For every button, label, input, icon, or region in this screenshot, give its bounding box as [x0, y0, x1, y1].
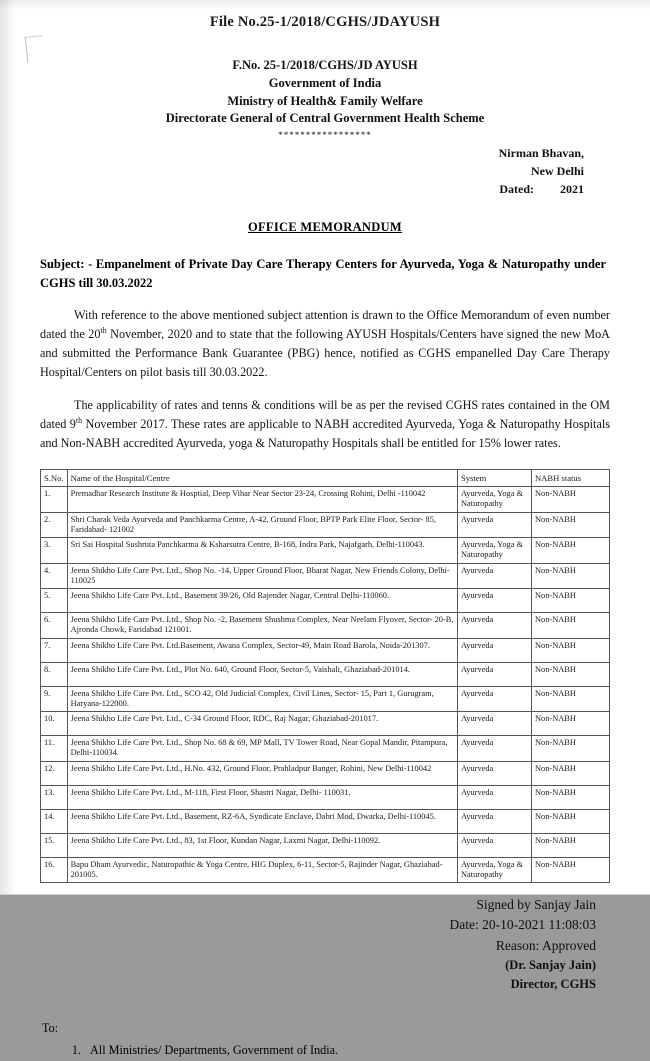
cell-name: Jeena Shikho Life Care Pvt. Ltd., 83, 1st Floor, Kundan Nagar, Laxmi Nagar, Delhi-110092. [67, 833, 457, 857]
cell-nabh: Non-NABH [532, 712, 610, 736]
cell-nabh: Non-NABH [532, 686, 610, 712]
table-row [41, 761, 610, 785]
cell-name: Jeena Shikho Life Care Pvt. Ltd., C-34 Ground Floor, RDC, Raj Nagar, Ghaziabad-201017. [67, 712, 457, 736]
date-label: Dated: [499, 181, 534, 196]
cell-nabh: Non-NABH [532, 638, 610, 662]
table-row [41, 833, 610, 857]
cell-sno: 4. [41, 563, 68, 589]
place-line1: Nirman Bhavan, [498, 145, 584, 160]
cell-nabh: Non-NABH [532, 613, 610, 639]
letterhead [40, 57, 610, 142]
cell-system: Ayurveda [458, 589, 532, 613]
cell-sno: 16. [41, 857, 68, 883]
cell-sno: 3. [41, 538, 68, 564]
list-item: 1. All Ministries/ Departments, Government of India. [84, 1041, 610, 1061]
paragraph-two-superscript: th [75, 415, 83, 425]
to-label: To: [42, 1021, 59, 1036]
subject-line: Subject: - Empanelment of Private Day Care Therapy Centers for Ayurveda, Yoga & Naturopathy under CGHS till 30.03.2022 [40, 256, 606, 290]
cell-nabh: Non-NABH [532, 589, 610, 613]
paragraph-one-superscript: th [100, 326, 107, 336]
cell-name: Bapu Dham Ayurvedic, Naturopathic & Yoga Centre, HIG Duplex, 6-11, Sector-5, Rajinder Nagar, Ghaziabad-201005. [67, 857, 457, 883]
column-header-nabh: NABH status [532, 469, 610, 486]
cell-sno: 13. [41, 785, 68, 809]
paragraph-two-part2: November 2017. These rates are applicable to NABH accredited Ayurveda, Yoga & Naturopathy Hospitals and Non-NABH accredited Ayurveda, yoga & Naturopathy Hospitals shall be entitled for 15% lower rates. [40, 416, 610, 450]
addressee-block [40, 1019, 610, 1060]
hospitals-table [40, 469, 610, 883]
cell-sno: 12. [41, 761, 68, 785]
signing-authority: (Dr. Sanjay Jain) [505, 957, 596, 972]
cell-sno: 15. [41, 833, 68, 857]
table-row [41, 589, 610, 613]
cell-nabh: Non-NABH [532, 857, 610, 883]
table-row [41, 613, 610, 639]
cell-name: Jeena Shikho Life Care Pvt. Ltd., Shop No. -2, Basement Shushma Complex, Near Neelam Flyover, Sector- 20-B, Ajronda Chowk, Faridabad 121001. [67, 613, 457, 639]
table-row [41, 512, 610, 538]
letterhead-file-no: F.No. 25-1/2018/CGHS/JD AYUSH [232, 58, 418, 72]
office-memorandum-title: OFFICE MEMORANDUM [247, 219, 403, 234]
cell-system: Ayurveda [458, 512, 532, 538]
paragraph-two [40, 396, 610, 453]
paragraph-one-part1: With reference to the above mentioned subject attention is drawn to the Office Memorandum of even number dated the 20 [40, 308, 610, 342]
table-row [41, 686, 610, 712]
signing-designation: Director, CGHS [510, 976, 596, 991]
cell-name: Premadhar Research Institute & Hosptial, Deep Vihar Near Sector 23-24, Crossing Rohini, Delhi -110042 [67, 487, 457, 513]
column-header-sno: S.No. [41, 469, 68, 486]
table-row [41, 785, 610, 809]
signature-reason: Reason: Approved [495, 937, 596, 953]
file-number: File No.25-1/2018/CGHS/JDAYUSH [209, 14, 441, 30]
column-header-name: Name of the Hospital/Centre [67, 469, 457, 486]
cell-name: Jeena Shikho Life Care Pvt. Ltd., M-118, First Floor, Shastri Nagar, Delhi- 110031. [67, 785, 457, 809]
cell-system: Ayurveda [458, 785, 532, 809]
date-line [40, 180, 584, 198]
cell-name: Shri Charak Veda Ayurveda and Panchkarma Centre, A-42, Ground Floor, BPTP Park Elite Floor, Sector- 85, Faridabad- 121002 [67, 512, 457, 538]
table-row [41, 662, 610, 686]
cell-sno: 9. [41, 686, 68, 712]
column-header-system: System [458, 469, 532, 486]
table-row [41, 736, 610, 762]
paragraph-one-part2: November, 2020 and to state that the following AYUSH Hospitals/Centers have signed the new MoA and submitted the Performance Bank Guarantee (PBG) hence, notified as CGHS empanelled Day Care Therapy Hospital/Centers on pilot basis till 30.03.2022. [40, 327, 610, 380]
table-header [41, 469, 610, 486]
cell-sno: 7. [41, 638, 68, 662]
cell-sno: 6. [41, 613, 68, 639]
table-row [41, 712, 610, 736]
cell-nabh: Non-NABH [532, 809, 610, 833]
cell-sno: 14. [41, 809, 68, 833]
cell-system: Ayurveda [458, 686, 532, 712]
cell-sno: 8. [41, 662, 68, 686]
cell-sno: 2. [41, 512, 68, 538]
cell-system: Ayurveda, Yoga & Naturopathy [458, 487, 532, 513]
cell-system: Ayurveda [458, 563, 532, 589]
table-row [41, 638, 610, 662]
cell-system: Ayurveda [458, 809, 532, 833]
cell-name: Jeena Shikho Life Care Pvt. Ltd., H.No. 432, Ground Floor, Prahladpur Banger, Rohini, New Delhi-110042 [67, 761, 457, 785]
letterhead-directorate: Directorate General of Central Government Health Scheme [165, 111, 485, 126]
cell-system: Ayurveda [458, 736, 532, 762]
cell-nabh: Non-NABH [532, 736, 610, 762]
cell-name: Jeena Shikho Life Care Pvt. Ltd., Basement, RZ-6A, Syndicate Enclave, Dabri Mod, Dwarka, Delhi-110045. [67, 809, 457, 833]
table-row [41, 538, 610, 564]
letterhead-government: Government of India [268, 75, 382, 90]
cell-name: Jeena Shikho Life Care Pvt. Ltd., Shop No. 68 & 69, MP Mall, TV Tower Road, Near Gopal Mandir, Pitampura, Delhi-110034. [67, 736, 457, 762]
table-header-row [41, 469, 610, 486]
cell-system: Ayurveda, Yoga & Naturopathy [458, 857, 532, 883]
signed-by: Signed by Sanjay Jain [476, 897, 596, 913]
cell-name: Jeena Shikho Life Care Pvt. Ltd., Shop No. -14, Upper Ground Floor, Bharat Nagar, New Friends Colony, Delhi-110025 [67, 563, 457, 589]
cell-nabh: Non-NABH [532, 833, 610, 857]
place-date-block [40, 144, 610, 198]
cell-nabh: Non-NABH [532, 563, 610, 589]
cell-system: Ayurveda [458, 613, 532, 639]
cell-sno: 10. [41, 712, 68, 736]
cell-name: Sri Sai Hospital Sushruta Panchkarma & Ksharsutra Centre, B-168, Indra Park, Najafgarh, Delhi-110043. [67, 538, 457, 564]
cell-name: Jeena Shikho Life Care Pvt. Ltd., Basement 39/26, Old Rajender Nagar, Central Delhi-110060. [67, 589, 457, 613]
table-row [41, 563, 610, 589]
cell-system: Ayurveda [458, 638, 532, 662]
signature-date: Date: 20-10-2021 11:08:03 [449, 917, 596, 933]
cell-nabh: Non-NABH [532, 662, 610, 686]
cell-system: Ayurveda [458, 712, 532, 736]
cell-sno: 5. [41, 589, 68, 613]
cell-system: Ayurveda [458, 833, 532, 857]
paragraph-two-part1: The applicability of rates and tenns & conditions will be as per the revised CGHS rates contained in the OM dated 9 [40, 397, 610, 431]
place-line2: New Delhi [531, 163, 584, 178]
table-row [41, 809, 610, 833]
addressee-list [40, 1041, 610, 1061]
paragraph-one [40, 306, 610, 382]
digital-signature-block [40, 895, 610, 993]
cell-name: Jeena Shikho Life Care Pvt. Ltd., SCO 42, Old Judicial Complex, Civil Lines, Sector- 15, Part 1, Gurugram, Haryana-122000. [67, 686, 457, 712]
cell-system: Ayurveda [458, 662, 532, 686]
cell-name: Jeena Shikho Life Care Pvt. Ltd.Basement, Awana Complex, Sector-49, Main Road Barola, Noida-201307. [67, 638, 457, 662]
cell-name: Jeena Shikho Life Care Pvt. Ltd., Plot No. 640, Ground Floor, Sector-5, Vaishali, Ghaziabad-201014. [67, 662, 457, 686]
table-row [41, 487, 610, 513]
cell-system: Ayurveda [458, 761, 532, 785]
letterhead-ministry: Ministry of Health& Family Welfare [227, 93, 423, 108]
cell-nabh: Non-NABH [532, 761, 610, 785]
cell-nabh: Non-NABH [532, 785, 610, 809]
cell-nabh: Non-NABH [532, 487, 610, 513]
cell-sno: 11. [41, 736, 68, 762]
cell-system: Ayurveda, Yoga & Naturopathy [458, 538, 532, 564]
table-row [41, 857, 610, 883]
cell-sno: 1. [41, 487, 68, 513]
cell-nabh: Non-NABH [532, 512, 610, 538]
date-value: 2021 [560, 181, 584, 196]
cell-nabh: Non-NABH [532, 538, 610, 564]
letterhead-separator: ***************** [278, 130, 372, 140]
table-body [41, 487, 610, 883]
